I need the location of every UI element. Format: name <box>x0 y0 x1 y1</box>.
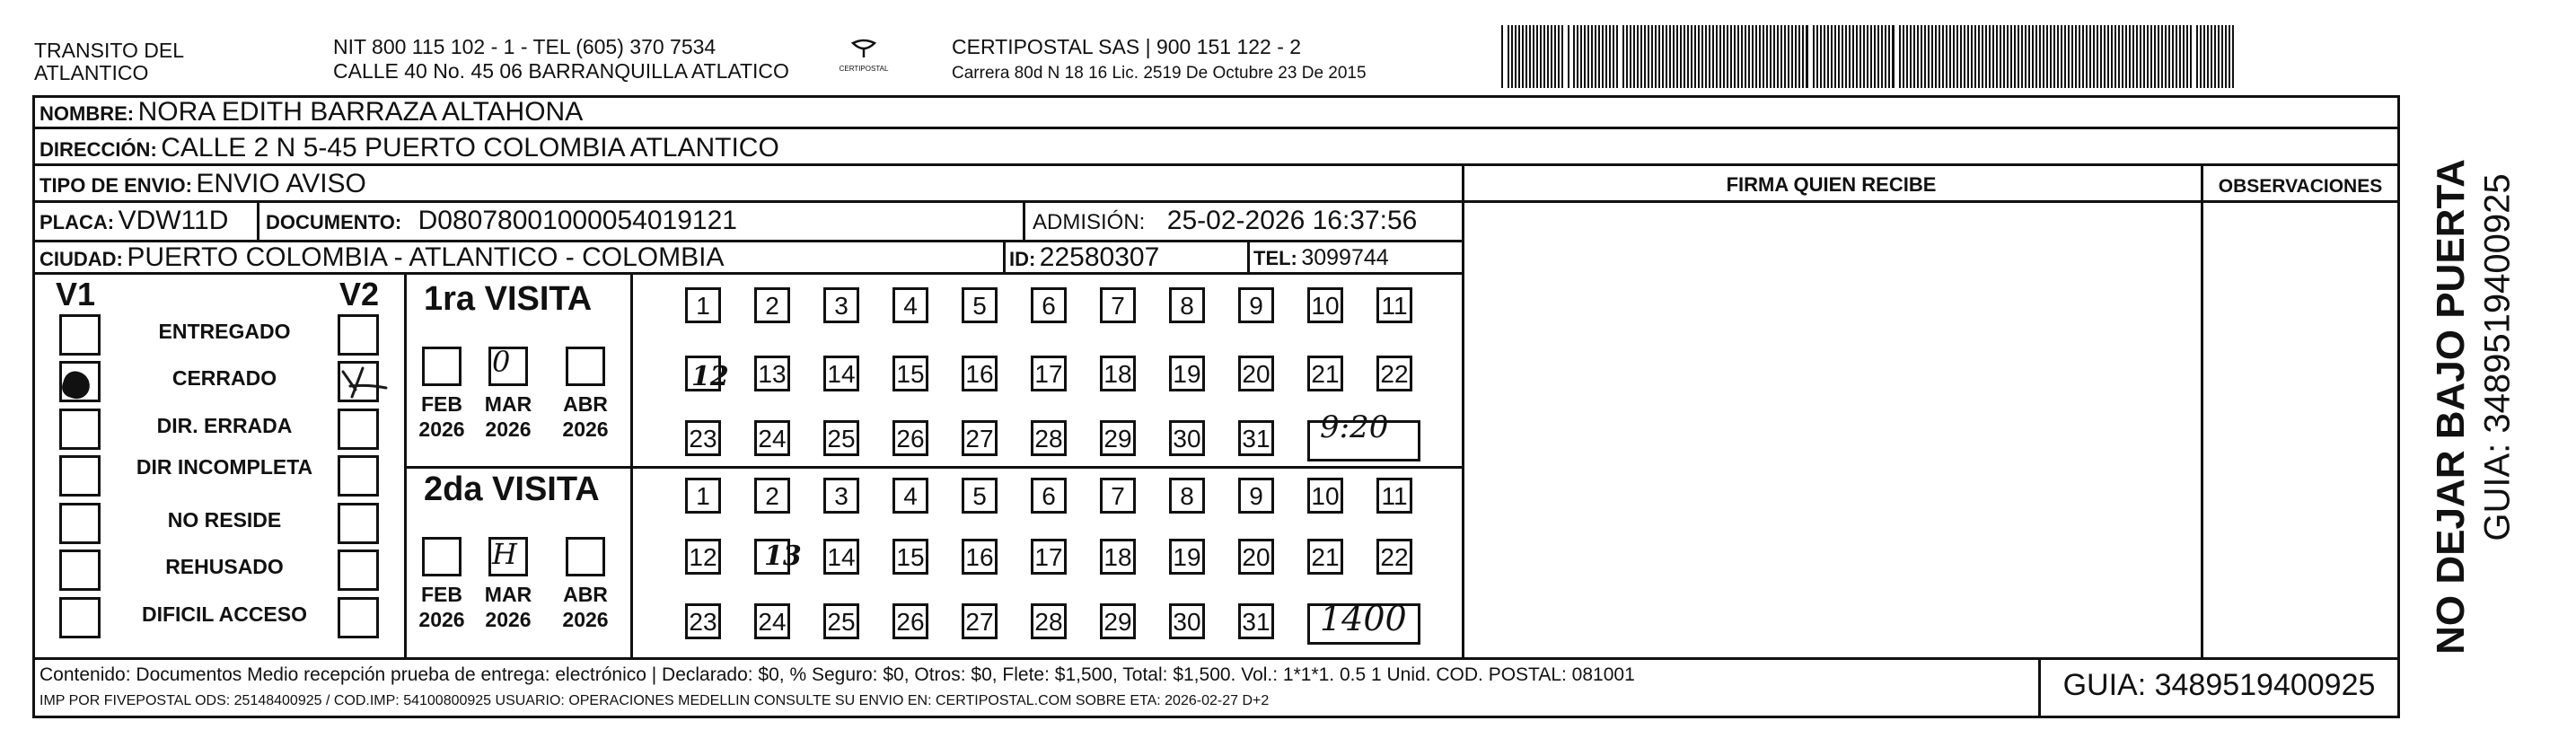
first-visit-day-box[interactable]: 19 <box>1169 356 1205 391</box>
month-year: 2026 <box>418 418 465 441</box>
second-visit-day-box[interactable]: 2 <box>754 478 790 514</box>
footer-guia: GUIA: 3489519400925 <box>2062 668 2376 702</box>
first-visit-day-box[interactable]: 4 <box>892 287 928 323</box>
imp-line: IMP POR FIVEPOSTAL ODS: 25148400925 / COD.IMP: 54100800925 USUARIO: OPERACIONES MEDELLIN CONSULTE SU ENVIO EN: CERTIPOSTAL.COM SOBRE ETA: 2026-02-27 D+2 <box>40 693 1270 708</box>
first-visit-day-box[interactable]: 27 <box>962 420 998 456</box>
first-visit-day-box[interactable]: 28 <box>1031 420 1067 456</box>
tel-cell <box>1253 245 1389 271</box>
first-visit-day-mark: 12 <box>691 361 729 392</box>
first-visit-day-box[interactable]: 18 <box>1100 356 1136 391</box>
first-visit-month-checkbox[interactable] <box>422 347 462 386</box>
second-visit-day-box[interactable]: 8 <box>1169 478 1205 514</box>
firma-header: FIRMA QUIEN RECIBE <box>1726 173 1937 196</box>
month-year: 2026 <box>418 608 465 631</box>
status-label: DIFICIL ACCESO <box>141 602 307 626</box>
id-label: ID: <box>1009 248 1036 270</box>
second-visit-time-mark: 1400 <box>1320 599 1407 638</box>
second-visit-month-mark: H <box>492 537 517 571</box>
status-label: ENTREGADO <box>158 320 291 343</box>
ciudad-value: PUERTO COLOMBIA - ATLANTICO - COLOMBIA <box>127 242 725 272</box>
month-year: 2026 <box>562 418 609 441</box>
direccion-value: CALLE 2 N 5-45 PUERTO COLOMBIA ATLANTICO <box>161 133 779 163</box>
second-visit-day-box[interactable]: 22 <box>1376 539 1412 575</box>
issuer-address-line: CALLE 40 No. 45 06 BARRANQUILLA ATLATICO <box>333 59 789 83</box>
first-visit-day-box[interactable]: 3 <box>823 287 859 323</box>
first-visit-day-box[interactable]: 29 <box>1100 420 1136 456</box>
direccion-label: DIRECCIÓN: <box>40 138 157 161</box>
second-visit-day-box[interactable]: 25 <box>823 603 859 639</box>
admision-cell <box>1033 206 1417 236</box>
second-visit-day-box[interactable]: 14 <box>823 539 859 575</box>
nombre-row <box>40 97 583 127</box>
nombre-label: NOMBRE: <box>40 102 135 125</box>
second-visit-day-box[interactable]: 11 <box>1376 478 1412 514</box>
first-visit-title: 1ra VISITA <box>424 280 593 318</box>
v1-checkbox[interactable] <box>59 455 101 497</box>
month-year: 2026 <box>485 418 532 441</box>
second-visit-day-box[interactable]: 16 <box>962 539 998 575</box>
placa-cell <box>40 206 228 236</box>
first-visit-time-mark: 9:20 <box>1320 409 1389 445</box>
second-visit-day-box[interactable]: 20 <box>1238 539 1274 575</box>
first-visit-day-box[interactable]: 21 <box>1307 356 1343 391</box>
month-name: FEB <box>421 583 462 606</box>
second-visit-month-checkbox[interactable] <box>422 537 462 576</box>
first-visit-day-box[interactable]: 11 <box>1376 287 1412 323</box>
second-visit-day-box[interactable]: 3 <box>823 478 859 514</box>
admision-label: ADMISIÓN: <box>1033 210 1146 234</box>
first-visit-day-box[interactable]: 25 <box>823 420 859 456</box>
first-visit-day-box[interactable]: 24 <box>754 420 790 456</box>
second-visit-day-box[interactable]: 21 <box>1307 539 1343 575</box>
ciudad-label: CIUDAD: <box>40 248 123 270</box>
first-visit-day-box[interactable]: 23 <box>685 420 721 456</box>
first-visit-day-box[interactable]: 30 <box>1169 420 1205 456</box>
first-visit-month-label <box>554 391 617 442</box>
documento-cell <box>266 206 737 236</box>
second-visit-day-box[interactable]: 28 <box>1031 603 1067 639</box>
status-label: NO RESIDE <box>167 508 282 532</box>
second-visit-day-box[interactable]: 24 <box>754 603 790 639</box>
v2-cerrado-mark <box>334 361 391 408</box>
tipo-envio-row <box>40 169 366 199</box>
second-visit-day-box[interactable]: 23 <box>685 603 721 639</box>
observaciones-header: OBSERVACIONES <box>2218 176 2383 197</box>
issuer-name-line2: ATLANTICO <box>34 61 149 84</box>
month-year: 2026 <box>485 608 532 631</box>
first-visit-month-mark: 0 <box>492 345 511 379</box>
first-visit-day-box[interactable]: 17 <box>1031 356 1067 391</box>
first-visit-day-box[interactable]: 20 <box>1238 356 1274 391</box>
first-visit-day-box[interactable]: 14 <box>823 356 859 391</box>
barcode <box>1501 25 2238 88</box>
v1-checkbox[interactable] <box>59 409 101 450</box>
month-name: MAR <box>484 392 532 416</box>
first-visit-day-box[interactable]: 16 <box>962 356 998 391</box>
second-visit-day-box[interactable]: 29 <box>1100 603 1136 639</box>
month-name: MAR <box>484 583 532 606</box>
tipo-envio-label: TIPO DE ENVIO: <box>40 174 192 197</box>
v1-checkbox[interactable] <box>59 597 101 638</box>
documento-label: DOCUMENTO: <box>266 211 402 233</box>
first-visit-day-box[interactable]: 22 <box>1376 356 1412 391</box>
first-visit-day-box[interactable]: 1 <box>685 287 721 323</box>
no-dejar-bajo-puerta-warning: NO DEJAR BAJO PUERTA <box>2429 159 2473 655</box>
month-name: FEB <box>421 392 462 416</box>
side-guia: GUIA: 3489519400925 <box>2477 173 2518 541</box>
second-visit-month-label <box>410 582 473 632</box>
status-label: REHUSADO <box>165 555 284 578</box>
second-visit-day-mark: 13 <box>764 541 802 572</box>
second-visit-month-label <box>477 582 540 632</box>
second-visit-day-box[interactable]: 26 <box>892 603 928 639</box>
ciudad-cell <box>40 242 724 273</box>
second-visit-day-box[interactable]: 7 <box>1100 478 1136 514</box>
certipostal-logo-icon <box>837 36 891 81</box>
month-name: ABR <box>563 583 608 606</box>
tel-label: TEL: <box>1253 247 1297 269</box>
first-visit-month-checkbox[interactable] <box>566 347 605 386</box>
second-visit-title: 2da VISITA <box>424 470 600 508</box>
second-visit-month-label <box>554 582 617 632</box>
second-visit-day-box[interactable]: 18 <box>1100 539 1136 575</box>
first-visit-day-box[interactable]: 15 <box>892 356 928 391</box>
courier-logo-text: CERTIPOSTAL <box>839 65 889 73</box>
second-visit-day-box[interactable]: 30 <box>1169 603 1205 639</box>
v1-checkbox[interactable] <box>59 549 101 591</box>
status-label: DIR INCOMPLETA <box>136 455 313 479</box>
id-value: 22580307 <box>1039 242 1160 272</box>
month-year: 2026 <box>562 608 609 631</box>
v1-checkbox[interactable] <box>59 314 101 356</box>
tel-value: 3099744 <box>1301 245 1389 270</box>
second-visit-day-box[interactable]: 6 <box>1031 478 1067 514</box>
second-visit-day-box[interactable]: 5 <box>962 478 998 514</box>
first-visit-day-box[interactable]: 13 <box>754 356 790 391</box>
issuer-nit-line: NIT 800 115 102 - 1 - TEL (605) 370 7534 <box>333 35 717 58</box>
documento-value: D08078001000054019121 <box>418 206 737 235</box>
v1-label: V1 <box>56 276 96 312</box>
first-visit-day-box[interactable]: 10 <box>1307 287 1343 323</box>
status-label: DIR. ERRADA <box>156 414 293 437</box>
second-visit-day-box[interactable]: 27 <box>962 603 998 639</box>
nombre-value: NORA EDITH BARRAZA ALTAHONA <box>137 97 584 127</box>
second-visit-day-box[interactable]: 4 <box>892 478 928 514</box>
second-visit-day-box[interactable]: 15 <box>892 539 928 575</box>
first-visit-day-box[interactable]: 7 <box>1100 287 1136 323</box>
placa-value: VDW11D <box>118 206 229 235</box>
second-visit-day-box[interactable]: 12 <box>685 539 721 575</box>
second-visit-day-box[interactable]: 1 <box>685 478 721 514</box>
second-visit-day-box[interactable]: 17 <box>1031 539 1067 575</box>
courier-address-line: Carrera 80d N 18 16 Lic. 2519 De Octubre 23 De 2015 <box>952 64 1367 83</box>
tipo-envio-value: ENVIO AVISO <box>196 169 366 198</box>
courier-logo <box>837 36 891 81</box>
courier-name-line: CERTIPOSTAL SAS | 900 151 122 - 2 <box>952 35 1302 58</box>
second-visit-month-checkbox[interactable] <box>566 537 605 576</box>
first-visit-month-label <box>410 391 473 442</box>
first-visit-day-box[interactable]: 6 <box>1031 287 1067 323</box>
contenido-line: Contenido: Documentos Medio recepción prueba de entrega: electrónico | Declarado: $0, % Seguro: $0, Otros: $0, Flete: $1,500, Total: $1,500. Vol.: 1*1*1. 0.5 1 Unid. COD. POSTAL: 081001 <box>40 664 1635 685</box>
second-visit-day-box[interactable]: 31 <box>1238 603 1274 639</box>
first-visit-day-box[interactable]: 5 <box>962 287 998 323</box>
first-visit-day-box[interactable]: 2 <box>754 287 790 323</box>
second-visit-day-box[interactable]: 9 <box>1238 478 1274 514</box>
issuer-name-line1: TRANSITO DEL <box>34 39 184 62</box>
first-visit-day-box[interactable]: 26 <box>892 420 928 456</box>
second-visit-day-box[interactable]: 10 <box>1307 478 1343 514</box>
admision-value: 25-02-2026 16:37:56 <box>1166 206 1418 235</box>
month-name: ABR <box>563 392 608 416</box>
direccion-row <box>40 133 779 163</box>
second-visit-day-box[interactable]: 19 <box>1169 539 1205 575</box>
barcode-icon <box>1501 25 2238 88</box>
first-visit-day-box[interactable]: 8 <box>1169 287 1205 323</box>
id-cell <box>1009 242 1159 273</box>
first-visit-day-box[interactable]: 9 <box>1238 287 1274 323</box>
first-visit-month-label <box>477 391 540 442</box>
status-label: CERRADO <box>171 366 277 390</box>
v2-label: V2 <box>339 276 380 312</box>
v1-checkbox[interactable] <box>59 503 101 544</box>
first-visit-day-box[interactable]: 31 <box>1238 420 1274 456</box>
placa-label: PLACA: <box>40 211 115 233</box>
